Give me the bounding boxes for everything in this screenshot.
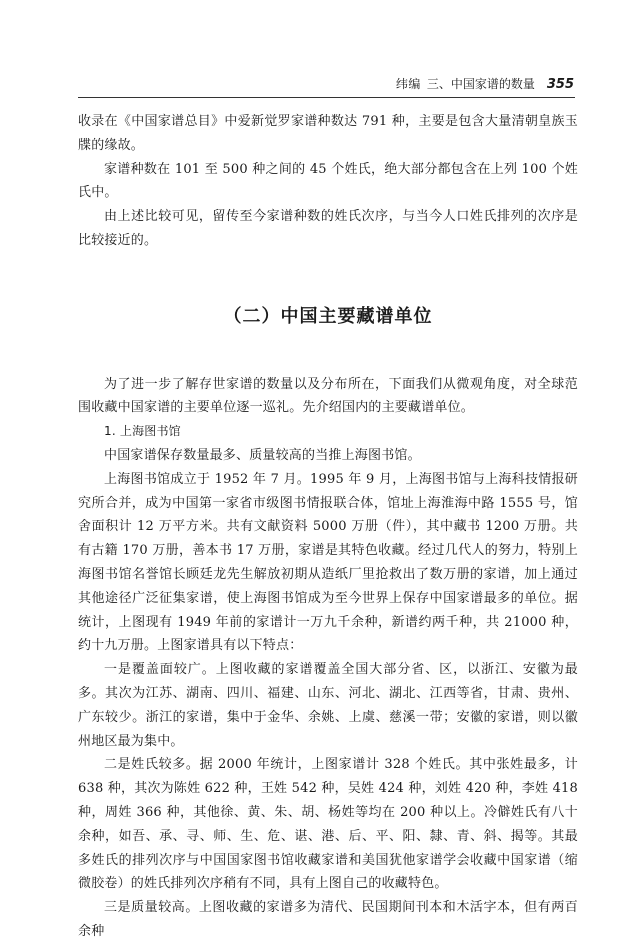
paragraph-3: 由上述比较可见，留传至今家谱种数的姓氏次序，与当今人口姓氏排列的次序是比较接近的。 bbox=[78, 209, 578, 248]
running-header bbox=[396, 75, 574, 95]
paragraph-9: 三是质量较高。上图收藏的家谱多为清代、民国期间刊本和木活字本，但有两百余种 bbox=[78, 900, 578, 939]
section-title: （二）中国主要藏谱单位 bbox=[223, 305, 433, 327]
header-section: 三、中国家谱的数量 bbox=[426, 77, 535, 91]
header-rule bbox=[78, 97, 575, 98]
paragraph-4: 为了进一步了解存世家谱的数量以及分布所在，下面我们从微观角度，对全球范围收藏中国家谱的主要单位逐一巡礼。先介绍国内的主要藏谱单位。 bbox=[78, 376, 578, 416]
paragraph-2: 家谱种数在 101 至 500 种之间的 45 个姓氏，绝大部分都包含在上列 100 个姓氏中。 bbox=[78, 161, 578, 201]
paragraph-5: 中国家谱保存数量最多、质量较高的当推上海图书馆。 bbox=[104, 447, 421, 463]
page-number: 355 bbox=[546, 77, 574, 92]
paragraph-7: 一是覆盖面较广。上图收藏的家谱覆盖全国大部分省、区，以浙江、安徽为最多。其次为江苏、湖南、四川、福建、山东、河北、湖北、江西等省，甘肃、贵州、广东较少。浙江的家谱，集中于金华、余姚、上虞、慈溪一带；安徽的家谱，则以徽州地区最为集中。 bbox=[78, 662, 578, 749]
page-body bbox=[78, 110, 578, 944]
header-part: 纬编 bbox=[395, 77, 421, 91]
subheading-shanghai-library: 1. 上海图书馆 bbox=[104, 424, 181, 439]
paragraph-6: 上海图书馆成立于 1952 年 7 月。1995 年 9 月，上海图书馆与上海科技情报研究所合并，成为中国第一家省市级图书情报联合体，馆址上海淮海中路 1555 号，馆舍面积计 12 万平方米。共有文献资料 5000 万册（件），其中藏书 1200 万册。共有古籍 170 万册，善本书 17 万册，家谱是其特色收藏。经过几代人的努力，特别上海图书馆名誉馆长顾廷龙先生解放初期从造纸厂里抢救出了数万册的家谱，加上通过其他途径广泛征集家谱，使上海图书馆成为至今世界上保存中国家谱最多的单位。据统计，上图现有 1949 年前的家谱计一万九千余种，新谱约两千种，共 21000 种，约十九万册。上图家谱具有以下特点： bbox=[78, 471, 578, 654]
paragraph-1: 收录在《中国家谱总目》中爱新觉罗家谱种数达 791 种，主要是包含大量清朝皇族玉牒的缘故。 bbox=[78, 114, 578, 153]
paragraph-8: 二是姓氏较多。据 2000 年统计，上图家谱计 328 个姓氏。其中张姓最多，计 638 种，其次为陈姓 622 种，王姓 542 种，吴姓 424 种，刘姓 420 种，李姓 418 种，周姓 366 种，其他徐、黄、朱、胡、杨姓等均在 200 种以上。冷僻姓氏有八十余种，如吾、承、寻、师、生、危、谌、港、后、平、阳、隸、青、斜、揭等。其最多姓氏的排列次序与中国国家图书馆收藏家谱和美国犹他家谱学会收藏中国家谱（缩微胶卷）的姓氏排列次序稍有不同，具有上图自己的收藏特色。 bbox=[78, 757, 578, 892]
